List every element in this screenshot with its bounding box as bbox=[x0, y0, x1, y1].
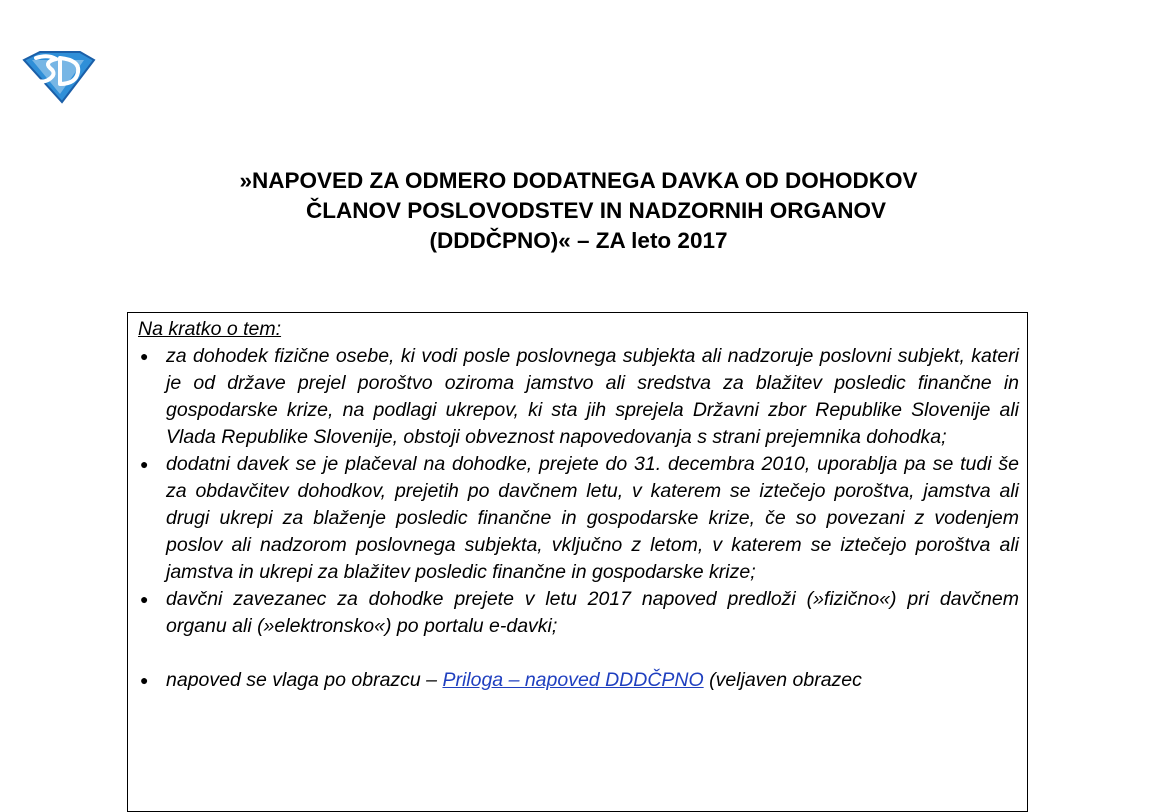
summary-heading: Na kratko o tem: bbox=[138, 318, 282, 340]
list-item-text: za dohodek fizične osebe, ki vodi posle poslovnega subjekta ali nadzoruje poslovni subjekt, kateri je od države prejel poroštvo oziroma jamstvo ali sredstva za blažitev posledic finančne in gospodarske krize, na podlagi ukrepov, ki sta jih sprejela Državni zbor Republike Slovenije ali Vlada Republike Slovenije, obstoji obveznost napovedovanja s strani prejemnika dohodka; bbox=[166, 345, 1019, 448]
company-logo bbox=[22, 50, 96, 104]
summary-list bbox=[138, 343, 1019, 694]
summary-box bbox=[127, 312, 1028, 812]
list-item bbox=[138, 343, 1019, 451]
list-item-text: dodatni davek se je plačeval na dohodke, prejete do 31. decembra 2010, uporablja pa se tudi še za obdavčitev dohodkov, prejetih po davčnem letu, v katerem se iztečejo poroštva, jamstva ali drugi ukrepi za blaženje posledic finančne in gospodarske krize, če so povezani z vodenjem poslov ali nadzorom poslovnega subjekta, vključno z letom, v katerem se iztečejo poroštva ali jamstva in ukrepi za blažitev posledic finančne in gospodarske krize; bbox=[166, 453, 1019, 583]
bullet-icon: ● bbox=[140, 591, 149, 607]
list-item bbox=[138, 586, 1019, 640]
document-title bbox=[100, 166, 1057, 256]
list-item bbox=[138, 451, 1019, 586]
list-item-text: davčni zavezanec za dohodke prejete v letu 2017 napoved predloži (»fizično«) pri davčnem organu ali (»elektronsko«) po portalu e-davki; bbox=[166, 588, 1019, 637]
list-item-text-before: napoved se vlaga po obrazcu – bbox=[166, 669, 443, 691]
list-item bbox=[138, 667, 1019, 694]
title-line-1: »NAPOVED ZA ODMERO DODATNEGA DAVKA OD DOHODKOV bbox=[239, 168, 918, 193]
form-attachment-link[interactable]: Priloga – napoved DDDČPNO bbox=[442, 669, 704, 691]
list-item-text-after: (veljaven obrazec bbox=[703, 669, 862, 691]
bullet-icon: ● bbox=[140, 672, 149, 688]
bullet-icon: ● bbox=[140, 348, 149, 364]
title-line-3: (DDDČPNO)« – ZA leto 2017 bbox=[429, 228, 728, 253]
title-line-2: ČLANOV POSLOVODSTEV IN NADZORNIH ORGANOV bbox=[305, 198, 887, 223]
bullet-icon: ● bbox=[140, 456, 149, 472]
logo-shield-icon bbox=[22, 50, 96, 104]
